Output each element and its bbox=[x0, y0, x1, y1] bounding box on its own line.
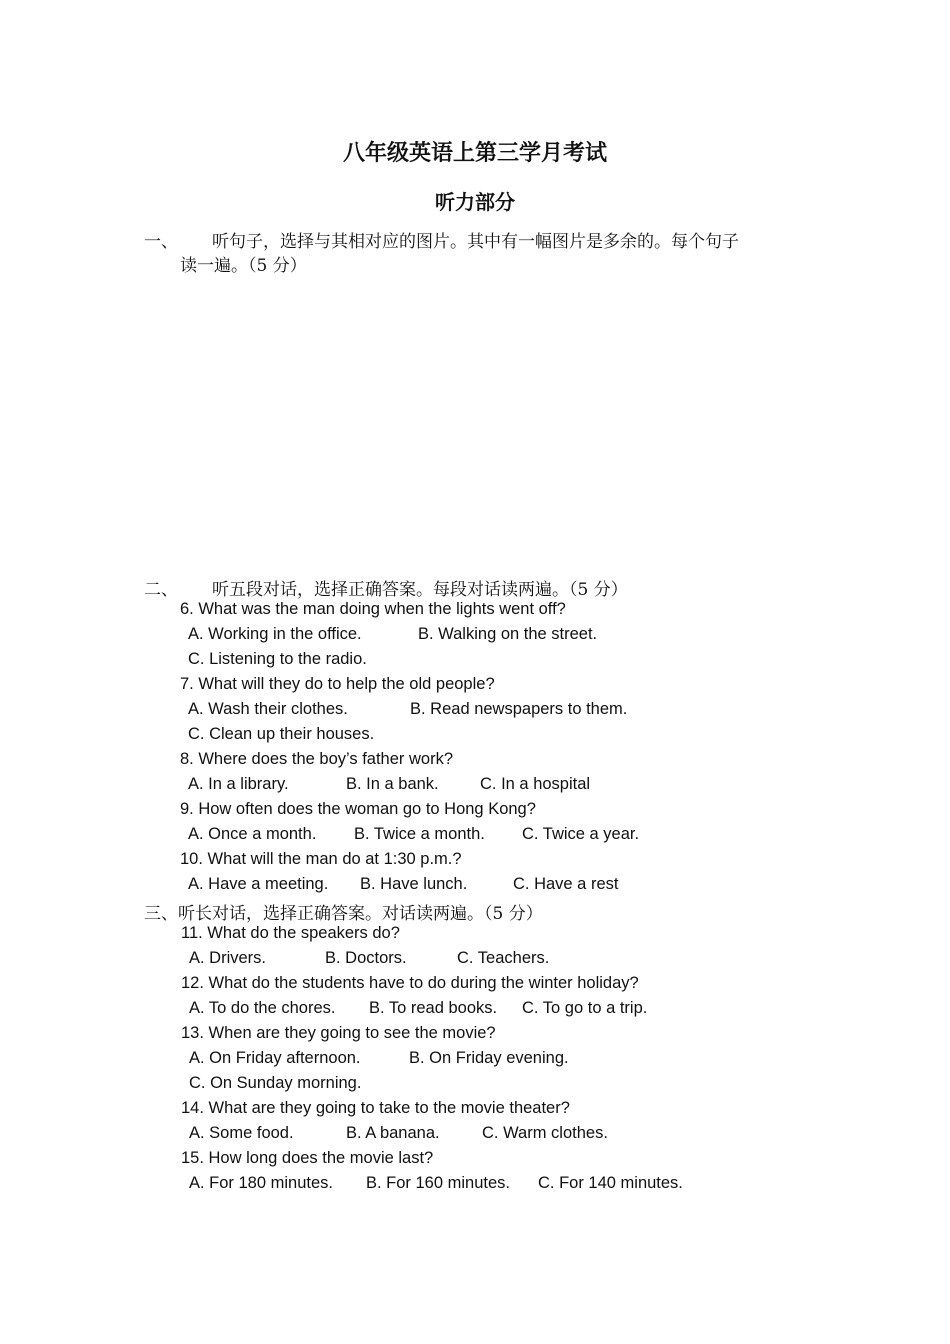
question-11: 11. What do the speakers do? bbox=[181, 924, 400, 942]
question-8-option-c: C. In a hospital bbox=[480, 775, 591, 793]
section3-instruction: 三、听长对话，选择正确答案。对话读两遍。（5 分） bbox=[144, 904, 543, 924]
question-13-option-b: B. On Friday evening. bbox=[409, 1049, 569, 1067]
question-9-option-a: A. Once a month. bbox=[188, 825, 317, 843]
question-6: 6. What was the man doing when the lights went off? bbox=[180, 600, 566, 618]
question-14-option-b: B. A banana. bbox=[346, 1124, 440, 1142]
question-11-option-b: B. Doctors. bbox=[325, 949, 407, 967]
question-10-option-b: B. Have lunch. bbox=[360, 875, 468, 893]
question-7-option-b: B. Read newspapers to them. bbox=[410, 700, 628, 718]
question-7-option-c: C. Clean up their houses. bbox=[188, 725, 375, 743]
question-11-option-c: C. Teachers. bbox=[457, 949, 550, 967]
question-15-option-c: C. For 140 minutes. bbox=[538, 1174, 683, 1192]
question-7-option-a: A. Wash their clothes. bbox=[188, 700, 348, 718]
question-12-option-b: B. To read books. bbox=[369, 999, 498, 1017]
question-12-option-a: A. To do the chores. bbox=[189, 999, 336, 1017]
question-6-option-c: C. Listening to the radio. bbox=[188, 650, 367, 668]
question-8: 8. Where does the boy’s father work? bbox=[180, 750, 454, 768]
question-10-option-c: C. Have a rest bbox=[513, 875, 619, 893]
question-10: 10. What will the man do at 1:30 p.m.? bbox=[180, 850, 462, 868]
section-heading-listening: 听力部分 bbox=[435, 190, 515, 214]
question-6-option-a: A. Working in the office. bbox=[188, 625, 362, 643]
section1-instruction-line2: 读一遍。（5 分） bbox=[180, 256, 307, 276]
question-14-option-c: C. Warm clothes. bbox=[482, 1124, 608, 1142]
question-8-option-b: B. In a bank. bbox=[346, 775, 439, 793]
question-6-option-b: B. Walking on the street. bbox=[418, 625, 598, 643]
question-13-option-a: A. On Friday afternoon. bbox=[189, 1049, 361, 1067]
question-10-option-a: A. Have a meeting. bbox=[188, 875, 329, 893]
question-11-option-a: A. Drivers. bbox=[189, 949, 267, 967]
question-9-option-b: B. Twice a month. bbox=[354, 825, 485, 843]
section2-instruction: 听五段对话，选择正确答案。每段对话读两遍。（5 分） bbox=[212, 580, 628, 600]
section1-instruction-line1: 听句子，选择与其相对应的图片。其中有一幅图片是多余的。每个句子 bbox=[212, 232, 739, 252]
question-8-option-a: A. In a library. bbox=[188, 775, 289, 793]
question-15: 15. How long does the movie last? bbox=[181, 1149, 434, 1167]
question-12: 12. What do the students have to do during the winter holiday? bbox=[181, 974, 639, 992]
question-7: 7. What will they do to help the old people? bbox=[180, 675, 495, 693]
question-9-option-c: C. Twice a year. bbox=[522, 825, 640, 843]
question-14-option-a: A. Some food. bbox=[189, 1124, 294, 1142]
question-9: 9. How often does the woman go to Hong Kong? bbox=[180, 800, 536, 818]
question-15-option-a: A. For 180 minutes. bbox=[189, 1174, 333, 1192]
question-15-option-b: B. For 160 minutes. bbox=[366, 1174, 510, 1192]
section1-number: 一、 bbox=[144, 232, 178, 252]
question-12-option-c: C. To go to a trip. bbox=[522, 999, 648, 1017]
section2-number: 二、 bbox=[144, 580, 178, 600]
question-13-option-c: C. On Sunday morning. bbox=[189, 1074, 362, 1092]
question-14: 14. What are they going to take to the movie theater? bbox=[181, 1099, 570, 1117]
exam-title: 八年级英语上第三学月考试 bbox=[342, 140, 607, 166]
question-13: 13. When are they going to see the movie? bbox=[181, 1024, 496, 1042]
